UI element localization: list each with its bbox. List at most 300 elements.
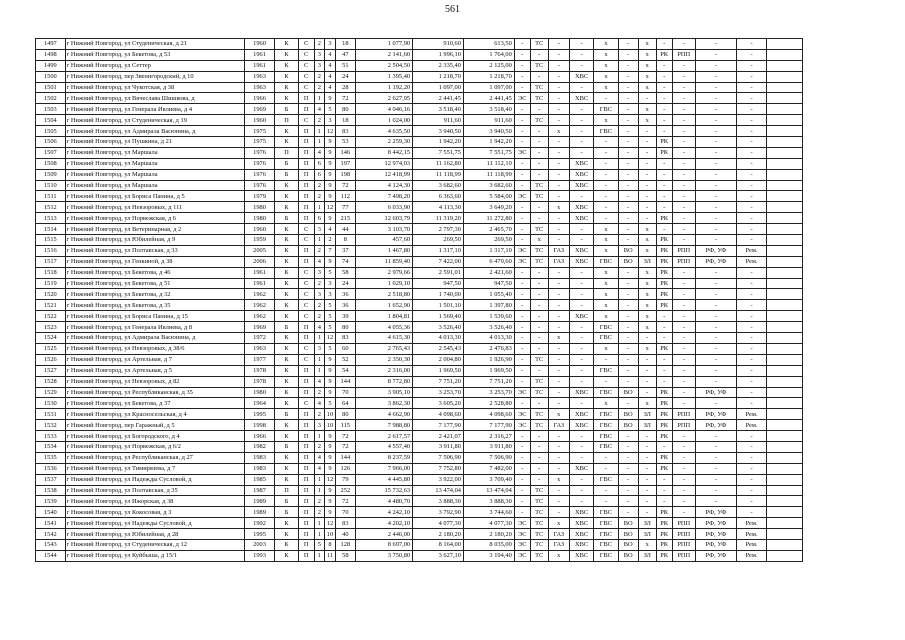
cell-residential-area: 613,50 [463, 39, 514, 50]
cell-address: г Нижний Новгород, ул Невзоровых, д 111 [65, 202, 244, 213]
cell-total-area: 2 316,00 [355, 365, 412, 376]
cell-construction-type: П [298, 550, 314, 561]
cell-pipe-repair: - [672, 496, 695, 507]
cell-gas-supply: - [548, 82, 569, 93]
cell-floor-count: 4 [325, 49, 336, 60]
cell-renovation: - [737, 507, 767, 518]
cell-garbage-chute: х [638, 224, 656, 235]
cell-extra [766, 169, 802, 180]
cell-cold-water: ХВС [569, 169, 593, 180]
cell-total-area: 2 765,43 [355, 343, 412, 354]
cell-construction-type: П [298, 191, 314, 202]
cell-address: г Нижний Новгород, ул Маршала [65, 180, 244, 191]
cell-heat-supply: - [530, 267, 548, 278]
cell-pipe-repair: - [672, 93, 695, 104]
cell-renovation: - [737, 289, 767, 300]
cell-build-year: 1989 [244, 507, 275, 518]
cell-wall-material: К [275, 539, 298, 550]
cell-hot-water: ГВС [594, 507, 618, 518]
cell-renovation: - [737, 158, 767, 169]
cell-power-supply: ЭС [514, 539, 530, 550]
cell-hot-water: - [594, 191, 618, 202]
cell-gas-supply: - [548, 463, 569, 474]
cell-garbage-chute: ЗЛ [638, 409, 656, 420]
cell-renovation: - [737, 322, 767, 333]
cell-facade-repair: - [695, 224, 736, 235]
cell-construction-type: П [298, 409, 314, 420]
cell-sewerage: - [618, 507, 638, 518]
cell-extra [766, 354, 802, 365]
cell-gas-supply: - [548, 343, 569, 354]
cell-total-area: 1 192,20 [355, 82, 412, 93]
cell-residential-area: 1 926,90 [463, 354, 514, 365]
table-row [36, 507, 803, 518]
cell-floor-count: 9 [325, 354, 336, 365]
cell-wall-material: П [275, 147, 298, 158]
cell-sewerage: - [618, 191, 638, 202]
table-row [36, 147, 803, 158]
cell-entrance-count: 1 [314, 550, 325, 561]
cell-roof-repair: - [656, 365, 672, 376]
cell-heat-supply: - [530, 126, 548, 137]
cell-residential-area: 269,50 [463, 235, 514, 246]
cell-gas-supply: - [548, 71, 569, 82]
cell-cold-water: ХВС [569, 409, 593, 420]
cell-build-year: 1989 [244, 496, 275, 507]
cell-total-area: 3 862,30 [355, 398, 412, 409]
cell-construction-type: П [298, 441, 314, 452]
cell-build-year: 1977 [244, 354, 275, 365]
cell-construction-type: П [298, 463, 314, 474]
cell-garbage-chute: - [638, 441, 656, 452]
cell-sewerage: ВО [618, 409, 638, 420]
cell-living-area: 7 751,20 [413, 376, 464, 387]
table-row [36, 496, 803, 507]
cell-garbage-chute: х [638, 539, 656, 550]
cell-living-area: 2 797,30 [413, 224, 464, 235]
cell-construction-type: С [298, 300, 314, 311]
cell-power-supply: - [514, 213, 530, 224]
cell-total-area: 2 617,57 [355, 431, 412, 442]
cell-renovation: - [737, 496, 767, 507]
table-row [36, 409, 803, 420]
cell-apartment-count: 51 [335, 60, 355, 71]
cell-sewerage: - [618, 202, 638, 213]
cell-wall-material: К [275, 311, 298, 322]
cell-gas-supply: - [548, 398, 569, 409]
cell-address: г Нижний Новгород, ул Тимирязева, д 7 [65, 463, 244, 474]
cell-extra [766, 485, 802, 496]
cell-apartment-count: 115 [335, 420, 355, 431]
cell-cold-water: - [569, 452, 593, 463]
cell-residential-area: 3 649,20 [463, 202, 514, 213]
cell-roof-repair: - [656, 441, 672, 452]
cell-row-number: 1507 [36, 147, 66, 158]
cell-extra [766, 539, 802, 550]
cell-hot-water: ГВС [594, 409, 618, 420]
cell-construction-type: С [298, 49, 314, 60]
cell-total-area: 4 242,10 [355, 507, 412, 518]
cell-build-year: 1961 [244, 278, 275, 289]
cell-wall-material: К [275, 452, 298, 463]
cell-wall-material: К [275, 398, 298, 409]
cell-apartment-count: 58 [335, 267, 355, 278]
cell-residential-area: 2 316,27 [463, 431, 514, 442]
cell-renovation: - [737, 267, 767, 278]
cell-cold-water: ХВС [569, 93, 593, 104]
cell-floor-count: 11 [325, 550, 336, 561]
cell-garbage-chute: х [638, 398, 656, 409]
cell-row-number: 1509 [36, 169, 66, 180]
cell-apartment-count: 18 [335, 39, 355, 50]
cell-apartment-count: 126 [335, 463, 355, 474]
cell-address: г Нижний Новгород, ул Бекетова, д 46 [65, 267, 244, 278]
cell-heat-supply: ТС [530, 387, 548, 398]
cell-residential-area: 4 013,30 [463, 333, 514, 344]
cell-wall-material: Б [275, 441, 298, 452]
cell-hot-water: ГВС [594, 333, 618, 344]
cell-sewerage: ВО [618, 529, 638, 540]
cell-heat-supply: ТС [530, 409, 548, 420]
cell-entrance-count: 3 [314, 267, 325, 278]
cell-facade-repair: РФ, УФ [695, 420, 736, 431]
cell-cold-water: - [569, 441, 593, 452]
cell-gas-supply: х [548, 518, 569, 529]
cell-construction-type: П [298, 539, 314, 550]
cell-residential-area: 1 317,10 [463, 245, 514, 256]
cell-construction-type: С [298, 343, 314, 354]
cell-power-supply: - [514, 343, 530, 354]
cell-power-supply: - [514, 49, 530, 60]
cell-row-number: 1498 [36, 49, 66, 60]
cell-construction-type: П [298, 147, 314, 158]
cell-gas-supply: х [548, 333, 569, 344]
cell-row-number: 1499 [36, 60, 66, 71]
table-row [36, 180, 803, 191]
cell-cold-water: - [569, 267, 593, 278]
cell-total-area: 2 504,50 [355, 60, 412, 71]
table-row [36, 322, 803, 333]
cell-residential-area: 2 125,00 [463, 60, 514, 71]
cell-renovation: Рем. [737, 245, 767, 256]
cell-entrance-count: 3 [314, 60, 325, 71]
cell-heat-supply: - [530, 431, 548, 442]
cell-wall-material: К [275, 39, 298, 50]
cell-heat-supply: ТС [530, 550, 548, 561]
cell-entrance-count: 2 [314, 71, 325, 82]
cell-build-year: 1969 [244, 322, 275, 333]
cell-total-area: 1 029,10 [355, 278, 412, 289]
cell-sewerage: - [618, 158, 638, 169]
cell-apartment-count: 53 [335, 137, 355, 148]
cell-entrance-count: 3 [314, 343, 325, 354]
cell-hot-water: х [594, 289, 618, 300]
table-row [36, 463, 803, 474]
cell-garbage-chute: - [638, 365, 656, 376]
cell-heat-supply: - [530, 147, 548, 158]
cell-roof-repair: - [656, 311, 672, 322]
cell-heat-supply: ТС [530, 485, 548, 496]
cell-apartment-count: 83 [335, 333, 355, 344]
cell-entrance-count: 1 [314, 354, 325, 365]
cell-gas-supply: ГАЗ [548, 420, 569, 431]
cell-power-supply: - [514, 267, 530, 278]
cell-roof-repair: - [656, 322, 672, 333]
cell-construction-type: П [298, 93, 314, 104]
cell-living-area: 2 335,40 [413, 60, 464, 71]
cell-sewerage: - [618, 235, 638, 246]
cell-garbage-chute: - [638, 354, 656, 365]
cell-residential-area: 911,60 [463, 115, 514, 126]
cell-entrance-count: 2 [314, 278, 325, 289]
cell-sewerage: - [618, 49, 638, 60]
cell-construction-type: С [298, 39, 314, 50]
cell-entrance-count: 6 [314, 169, 325, 180]
cell-hot-water: ГВС [594, 474, 618, 485]
cell-renovation: - [737, 485, 767, 496]
cell-entrance-count: 3 [314, 420, 325, 431]
cell-residential-area: 7 177,90 [463, 420, 514, 431]
cell-living-area: 2 441,45 [413, 93, 464, 104]
cell-row-number: 1533 [36, 431, 66, 442]
cell-entrance-count: 4 [314, 398, 325, 409]
cell-floor-count: 9 [325, 191, 336, 202]
cell-roof-repair: РК [656, 463, 672, 474]
cell-renovation: - [737, 452, 767, 463]
cell-power-supply: ЭС [514, 529, 530, 540]
cell-cold-water: - [569, 137, 593, 148]
cell-cold-water: - [569, 485, 593, 496]
cell-cold-water: ХВС [569, 213, 593, 224]
cell-floor-count: 9 [325, 431, 336, 442]
cell-pipe-repair: - [672, 147, 695, 158]
cell-facade-repair: - [695, 202, 736, 213]
cell-floor-count: 9 [325, 496, 336, 507]
cell-row-number: 1511 [36, 191, 66, 202]
cell-living-area: 3 792,90 [413, 507, 464, 518]
cell-apartment-count: 70 [335, 387, 355, 398]
table-row [36, 126, 803, 137]
cell-build-year: 1995 [244, 409, 275, 420]
cell-pipe-repair: - [672, 441, 695, 452]
cell-sewerage: - [618, 311, 638, 322]
cell-garbage-chute: х [638, 115, 656, 126]
cell-living-area: 1 569,40 [413, 311, 464, 322]
cell-gas-supply: - [548, 496, 569, 507]
cell-total-area: 4 615,30 [355, 333, 412, 344]
cell-power-supply: - [514, 180, 530, 191]
cell-living-area: 1 996,10 [413, 49, 464, 60]
cell-living-area: 7 551,75 [413, 147, 464, 158]
cell-facade-repair: - [695, 82, 736, 93]
cell-facade-repair: - [695, 213, 736, 224]
cell-pipe-repair: - [672, 289, 695, 300]
cell-facade-repair: РФ, УФ [695, 245, 736, 256]
cell-wall-material: К [275, 235, 298, 246]
cell-power-supply: - [514, 496, 530, 507]
cell-pipe-repair: РПП [672, 256, 695, 267]
cell-sewerage: - [618, 213, 638, 224]
cell-residential-area: 7 506,90 [463, 452, 514, 463]
cell-hot-water: х [594, 49, 618, 60]
cell-build-year: 1987 [244, 485, 275, 496]
cell-facade-repair: - [695, 137, 736, 148]
cell-renovation: - [737, 180, 767, 191]
cell-roof-repair: - [656, 60, 672, 71]
cell-apartment-count: 28 [335, 82, 355, 93]
cell-extra [766, 452, 802, 463]
cell-build-year: 1960 [244, 224, 275, 235]
cell-total-area: 8 772,80 [355, 376, 412, 387]
cell-facade-repair: - [695, 322, 736, 333]
cell-power-supply: - [514, 169, 530, 180]
cell-facade-repair: - [695, 147, 736, 158]
cell-facade-repair: - [695, 452, 736, 463]
cell-renovation: - [737, 213, 767, 224]
cell-living-area: 4 077,30 [413, 518, 464, 529]
cell-sewerage: - [618, 126, 638, 137]
cell-floor-count: 9 [325, 256, 336, 267]
cell-power-supply: - [514, 431, 530, 442]
cell-gas-supply: - [548, 39, 569, 50]
cell-cold-water: - [569, 278, 593, 289]
cell-entrance-count: 2 [314, 82, 325, 93]
cell-construction-type: П [298, 245, 314, 256]
cell-row-number: 1538 [36, 485, 66, 496]
cell-address: г Нижний Новгород, ул Маршала [65, 158, 244, 169]
cell-power-supply: - [514, 137, 530, 148]
cell-hot-water: х [594, 311, 618, 322]
cell-pipe-repair: РПП [672, 539, 695, 550]
cell-total-area: 7 966,00 [355, 463, 412, 474]
cell-facade-repair: РФ, УФ [695, 256, 736, 267]
cell-apartment-count: 197 [335, 158, 355, 169]
cell-apartment-count: 146 [335, 147, 355, 158]
cell-floor-count: 3 [325, 39, 336, 50]
cell-build-year: 1982 [244, 441, 275, 452]
cell-gas-supply: - [548, 376, 569, 387]
cell-sewerage: - [618, 180, 638, 191]
cell-extra [766, 300, 802, 311]
cell-wall-material: К [275, 278, 298, 289]
cell-build-year: 1978 [244, 365, 275, 376]
cell-heat-supply: - [530, 169, 548, 180]
cell-power-supply: - [514, 104, 530, 115]
cell-gas-supply: - [548, 452, 569, 463]
cell-floor-count: 8 [325, 539, 336, 550]
cell-residential-area: 6 479,60 [463, 256, 514, 267]
cell-facade-repair: РФ, УФ [695, 409, 736, 420]
table-row [36, 278, 803, 289]
cell-build-year: 1962 [244, 311, 275, 322]
cell-pipe-repair: - [672, 224, 695, 235]
cell-floor-count: 3 [325, 289, 336, 300]
cell-facade-repair: РФ, УФ [695, 550, 736, 561]
cell-cold-water: ХВС [569, 71, 593, 82]
cell-entrance-count: 1 [314, 365, 325, 376]
cell-apartment-count: 128 [335, 539, 355, 550]
cell-renovation: - [737, 93, 767, 104]
cell-gas-supply: - [548, 235, 569, 246]
cell-heat-supply: ТС [530, 529, 548, 540]
cell-gas-supply: - [548, 115, 569, 126]
cell-wall-material: К [275, 60, 298, 71]
cell-gas-supply: х [548, 409, 569, 420]
cell-address: г Нижний Новгород, ул Артельная, д 7 [65, 354, 244, 365]
cell-renovation: Рем. [737, 518, 767, 529]
cell-gas-supply: - [548, 431, 569, 442]
cell-garbage-chute: - [638, 158, 656, 169]
cell-wall-material: К [275, 431, 298, 442]
cell-facade-repair: - [695, 365, 736, 376]
cell-roof-repair: РК [656, 289, 672, 300]
cell-pipe-repair: - [672, 169, 695, 180]
cell-floor-count: 9 [325, 452, 336, 463]
cell-total-area: 12 974,03 [355, 158, 412, 169]
cell-wall-material: К [275, 256, 298, 267]
cell-roof-repair: - [656, 202, 672, 213]
cell-roof-repair: РК [656, 267, 672, 278]
cell-extra [766, 289, 802, 300]
cell-gas-supply: - [548, 180, 569, 191]
cell-hot-water: ГВС [594, 256, 618, 267]
cell-renovation: - [737, 60, 767, 71]
cell-extra [766, 180, 802, 191]
cell-address: г Нижний Новгород, ул Ижорская, д 38 [65, 496, 244, 507]
cell-build-year: 1985 [244, 474, 275, 485]
cell-address: г Нижний Новгород, ул Вячеслава Шишкова, д [65, 93, 244, 104]
cell-floor-count: 5 [325, 311, 336, 322]
cell-wall-material: К [275, 49, 298, 60]
cell-address: г Нижний Новгород, ул Республиканская, д 35 [65, 387, 244, 398]
cell-living-area: 1 218,70 [413, 71, 464, 82]
cell-residential-area: 7 551,75 [463, 147, 514, 158]
cell-residential-area: 13 474,04 [463, 485, 514, 496]
cell-total-area: 457,60 [355, 235, 412, 246]
cell-hot-water: ГВС [594, 550, 618, 561]
cell-address: г Нижний Новгород, ул Генерала Ивлиева, д 4 [65, 104, 244, 115]
cell-construction-type: С [298, 82, 314, 93]
cell-build-year: 1972 [244, 333, 275, 344]
cell-renovation: - [737, 300, 767, 311]
cell-garbage-chute: х [638, 322, 656, 333]
cell-renovation: - [737, 311, 767, 322]
cell-hot-water: - [594, 376, 618, 387]
cell-build-year: 1983 [244, 463, 275, 474]
cell-wall-material: К [275, 550, 298, 561]
cell-address: г Нижний Новгород, ул Кокосовая, д 3 [65, 507, 244, 518]
cell-wall-material: Б [275, 409, 298, 420]
cell-facade-repair: - [695, 71, 736, 82]
cell-address: г Нижний Новгород, ул Бориса Панина, д 15 [65, 311, 244, 322]
cell-facade-repair: - [695, 474, 736, 485]
cell-roof-repair: - [656, 354, 672, 365]
cell-apartment-count: 60 [335, 343, 355, 354]
cell-living-area: 3 518,40 [413, 104, 464, 115]
cell-wall-material: К [275, 365, 298, 376]
cell-floor-count: 5 [325, 322, 336, 333]
table-row [36, 387, 803, 398]
cell-row-number: 1518 [36, 267, 66, 278]
cell-wall-material: П [275, 485, 298, 496]
cell-heat-supply: ТС [530, 93, 548, 104]
cell-construction-type: П [298, 180, 314, 191]
cell-hot-water: х [594, 300, 618, 311]
cell-total-area: 7 988,80 [355, 420, 412, 431]
cell-floor-count: 5 [325, 343, 336, 354]
cell-residential-area: 1 055,40 [463, 289, 514, 300]
table-row [36, 518, 803, 529]
